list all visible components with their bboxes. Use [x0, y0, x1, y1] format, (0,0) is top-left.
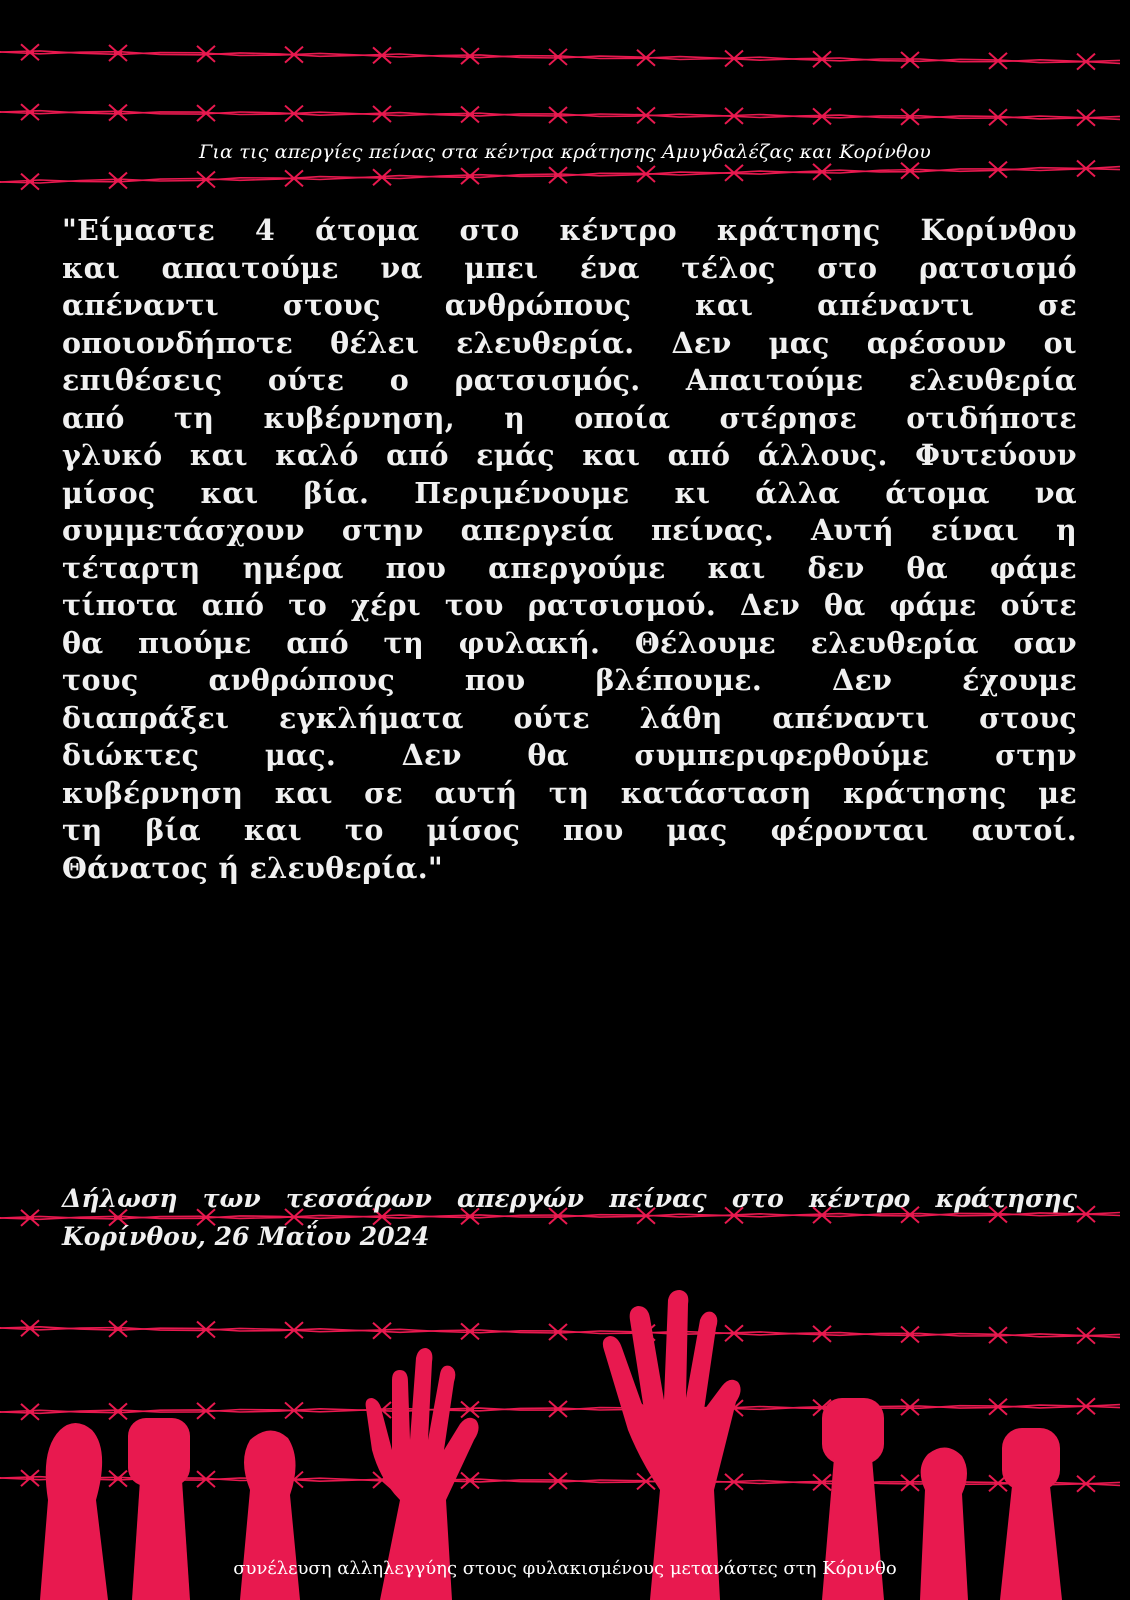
- statement-line: τέταρτη ημέρα που απεργούμε και δεν θα φάμε: [62, 550, 1077, 585]
- statement-line: από τη κυβέρνηση, η οποία στέρησε οτιδήποτε: [62, 400, 1077, 435]
- statement-line: οποιονδήποτε θέλει ελευθερία. Δεν μας αρέσουν οι: [62, 325, 1077, 360]
- statement-line: τους ανθρώπους που βλέπουμε. Δεν έχουμε: [62, 663, 1077, 697]
- statement-line: επιθέσεις ούτε ο ρατσισμός. Απαιτούμε ελευθερία: [62, 363, 1077, 397]
- statement-line: διώκτες μας. Δεν θα συμπεριφερθούμε στην: [62, 738, 1077, 772]
- signature: [62, 1180, 1077, 1256]
- open-hand-icon: [603, 1290, 741, 1600]
- statement-line: Θάνατος ή ελευθερία.": [62, 850, 444, 885]
- statement-line: τη βία και το μίσος που μας φέρονται αυτοί.: [62, 813, 1077, 847]
- header-title: Για τις απεργίες πείνας στα κέντρα κράτησης Αμυγδαλέζας και Κορίνθου: [198, 141, 932, 163]
- statement-line: κυβέρνηση και σε αυτή τη κατάσταση κράτησης με: [62, 775, 1077, 810]
- statement-line: θα πιούμε από τη φυλακή. Θέλουμε ελευθερία σαν: [62, 625, 1077, 660]
- footer-text: συνέλευση αλληλεγγύης στους φυλακισμένους μετανάστες στη Κόρινθο: [233, 1558, 897, 1579]
- barbed-wire-icon: [0, 161, 1120, 190]
- statement-line: μίσος και βία. Περιμένουμε κι άλλα άτομα να: [62, 475, 1077, 510]
- statement-line: απέναντι στους ανθρώπους και απέναντι σε: [62, 288, 1077, 322]
- signature-line: Κορίνθου, 26 Μαΐου 2024: [62, 1222, 430, 1251]
- statement-line: "Είμαστε 4 άτομα στο κέντρο κράτησης Κορίνθου: [62, 213, 1077, 247]
- statement-line: γλυκό και καλό από εμάς και από άλλους. Φυτεύουν: [62, 438, 1077, 472]
- barbed-wire-icon: [0, 104, 1120, 126]
- statement-line: συμμετάσχουν στην απεργεία πείνας. Αυτή είναι η: [62, 513, 1077, 547]
- statement-text: [62, 212, 1077, 887]
- barbed-wire-icon: [0, 44, 1120, 69]
- statement-line: διαπράξει εγκλήματα ούτε λάθη απέναντι στους: [62, 700, 1077, 735]
- raised-hands-illustration: [0, 1290, 1130, 1600]
- statement-line: και απαιτούμε να μπει ένα τέλος στο ρατσισμό: [62, 250, 1077, 285]
- statement-line: τίποτα από το χέρι του ρατσισμού. Δεν θα φάμε ούτε: [62, 588, 1077, 622]
- signature-line: Δήλωση των τεσσάρων απεργών πείνας στο κέντρο κράτησης: [62, 1184, 1077, 1213]
